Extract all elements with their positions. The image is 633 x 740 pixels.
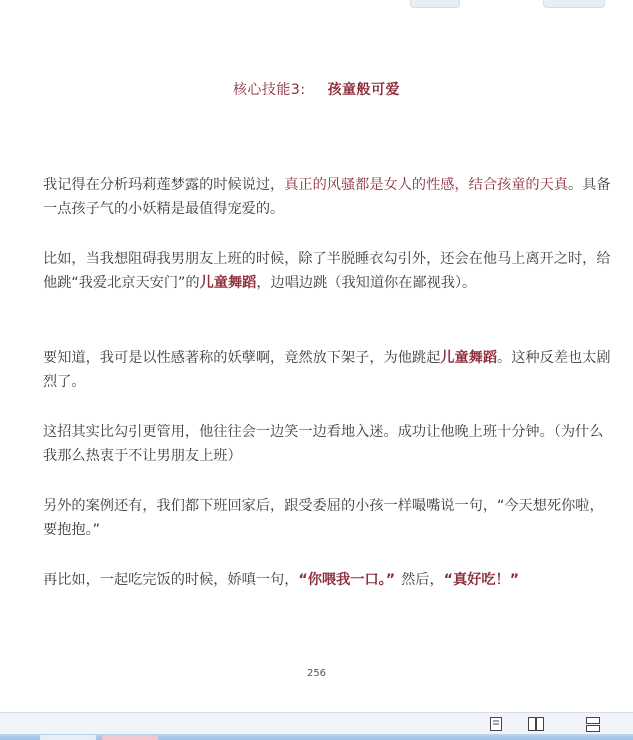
paragraph [43, 247, 613, 295]
os-taskbar [0, 734, 633, 740]
paragraph-text: ，边唱边跳（我知道你在鄙视我）。 [256, 275, 477, 291]
single-page-view-button[interactable] [483, 715, 509, 733]
page-title [0, 79, 633, 99]
paragraph-text: 。这种反差也太剧烈了。 [43, 350, 611, 390]
paragraph-text: 。具备一点孩子气的小妖精是最值得宠爱的。 [43, 177, 611, 217]
paragraph [43, 346, 613, 394]
single-page-icon [489, 716, 503, 732]
paragraph-text: 这招其实比勾引更管用，他往往会一边笑一边看地入迷。成功让他晚上班十分钟。（为什么我那么热衷于不让男朋友上班） [43, 424, 604, 464]
paragraph-text: 要知道，我可是以性感著称的妖孽啊，竟然放下架子，为他跳起 [43, 350, 441, 366]
continuous-scroll-icon [584, 716, 602, 732]
highlight-text: “真好吃！” [443, 572, 520, 588]
two-page-icon [527, 716, 545, 732]
title-main: 孩童般可爱 [327, 82, 401, 98]
page-number: 256 [306, 668, 327, 679]
paragraph [43, 494, 613, 542]
paragraph [43, 420, 613, 468]
paragraph-text: 然后， [401, 572, 444, 588]
taskbar-item[interactable] [40, 735, 96, 740]
paragraph-text: 另外的案例还有，我们都下班回家后，跟受委屈的小孩一样嘬嘴说一句，“今天想死你啦，要抱抱。” [43, 498, 604, 538]
taskbar-item[interactable] [102, 735, 158, 740]
paragraph-text: 我记得在分析玛莉莲梦露的时候说过， [43, 177, 285, 193]
paragraph-text: 再比如，一起吃完饭的时候，娇嗔一句， [43, 572, 299, 588]
reader-statusbar [0, 712, 633, 735]
title-prefix: 核心技能3: [232, 82, 306, 98]
continuous-view-button[interactable] [580, 715, 606, 733]
highlight-text: 儿童舞蹈 [440, 350, 498, 366]
paragraph [43, 173, 613, 221]
highlight-text: 儿童舞蹈 [199, 275, 257, 291]
paragraph-text: 比如，当我想阻碍我男朋友上班的时候，除了半脱睡衣勾引外，还会在他马上离开之时，给他跳“我爱北京天安门”的 [43, 251, 611, 291]
highlight-text: “你喂我一口。” [298, 572, 396, 588]
paragraph [43, 568, 613, 592]
two-page-view-button[interactable] [523, 715, 549, 733]
highlight-text: 真正的风骚都是女人的性感，结合孩童的天真 [284, 177, 568, 193]
